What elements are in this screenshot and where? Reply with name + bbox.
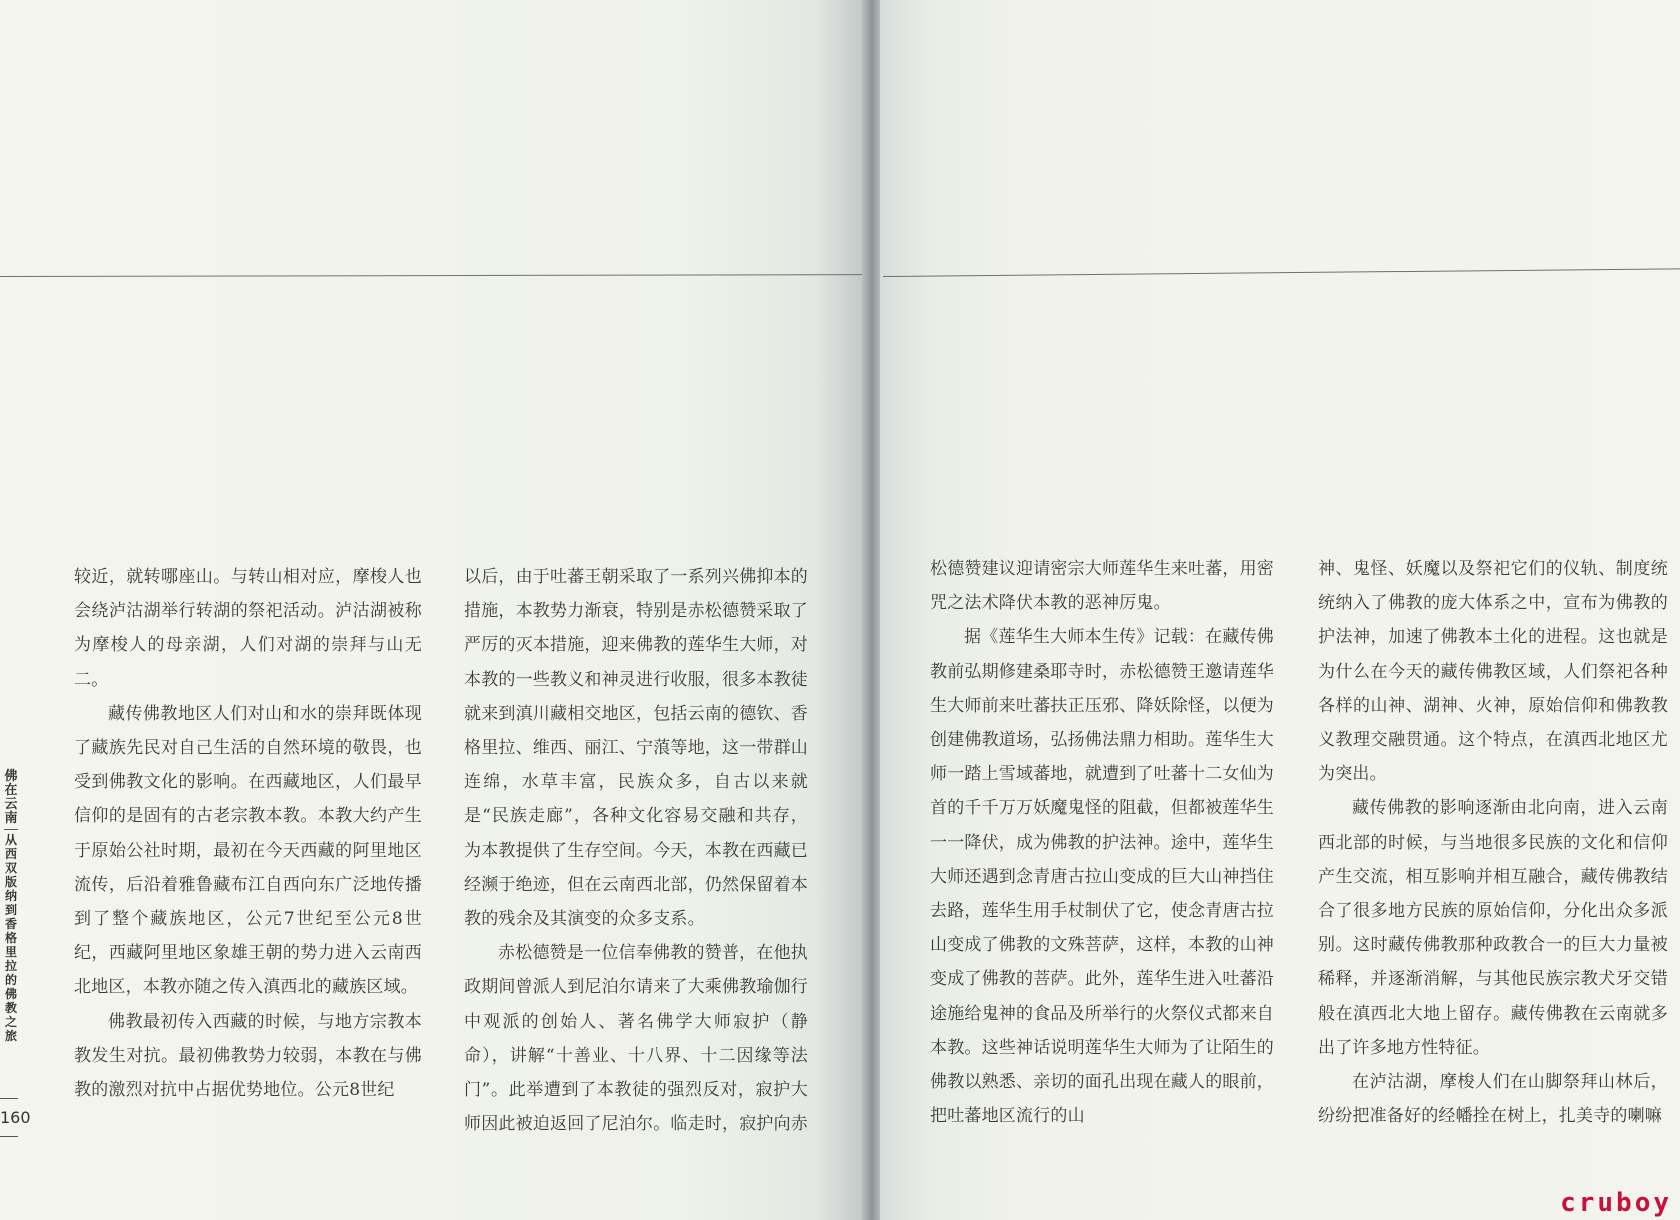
- paragraph: 在泸沽湖，摩梭人们在山脚祭拜山林后，纷纷把准备好的经幡拴在树上，扎美寺的喇嘛: [1318, 1072, 1668, 1127]
- paragraph: 据《莲华生大师本生传》记载：在藏传佛教前弘期修建桑耶寺时，赤松德赞王邀请莲华生大师前来吐蕃扶正压邪、降妖除怪，以便为创建佛教道场，弘扬佛法鼎力相助。莲华生大师一踏上雪域蕃地，就遭到了吐蕃十二女仙为首的千千万万妖魔鬼怪的阻截，但都被莲华生一一降伏，成为佛教的护法神。途中，莲华生大师还遇到念青唐古拉山变成的巨大山神挡住去路，莲华生用手杖制伏了它，使念青唐古拉山变成了佛教的文殊菩萨，这样，本教的山神变成了佛教的菩萨。此外，莲华生进入吐蕃沿途施给鬼神的食品及所举行的火祭仪式都来自本教。这些神话说明莲华生大师为了让陌生的佛教以熟悉、亲切的面孔出现在藏人的眼前，把吐蕃地区流行的山: [930, 627, 1274, 1127]
- paragraph: 以后，由于吐蕃王朝采取了一系列兴佛抑本的措施，本教势力渐衰，特别是赤松德赞采取了严厉的灭本措施，迎来佛教的莲华生大师，对本教的一些教义和神灵进行收服，很多本教徒就来到滇川藏相交地区，包括云南的德钦、香格里拉、维西、丽江、宁蒗等地，这一带群山连绵，水草丰富，民族众多，自古以来就是“民族走廊”，各种文化容易交融和共存，为本教提供了生存空间。今天，本教在西藏已经濒于绝迹，但在云南西北部，仍然保留着本教的残余及其演变的众多支系。: [464, 567, 808, 930]
- paragraph: 神、鬼怪、妖魔以及祭祀它们的仪轨、制度统统纳入了佛教的庞大体系之中，宣布为佛教的护法神，加速了佛教本土化的进程。这也就是为什么在今天的藏传佛教区域，人们祭祀各种各样的山神、湖神、火神，原始信仰和佛教教义教理交融贯通。这个特点，在滇西北地区尤为突出。: [1318, 559, 1668, 785]
- paragraph: 赤松德赞是一位信奉佛教的赞普，在他执政期间曾派人到尼泊尔请来了大乘佛教瑜伽行中观派的创始人、著名佛学大师寂护（静命），讲解“十善业、十八界、十二因缘等法门”。此举遭到了本教徒的强烈反对，寂护大师因此被迫返回了尼泊尔。临走时，寂护向赤: [464, 943, 808, 1135]
- page-number: 160: [0, 1108, 31, 1127]
- book-subtitle: 从西双版纳到香格里拉的佛教之旅: [4, 833, 17, 1043]
- text-column-2: [464, 560, 808, 1141]
- book-title: 佛在云南: [4, 769, 18, 826]
- paragraph: 藏传佛教地区人们对山和水的崇拜既体现了藏族先民对自己生活的自然环境的敬畏，也受到佛教文化的影响。在西藏地区，人们最早信仰的是固有的古老宗教本教。本教大约产生于原始公社时期，最初在今天西藏的阿里地区流传，后沿着雅鲁藏布江自西向东广泛地传播到了整个藏族地区，公元7世纪至公元8世纪，西藏阿里地区象雄王朝的势力进入云南西北地区，本教亦随之传入滇西北的藏族区域。: [74, 703, 422, 998]
- header-rule-left: [0, 274, 870, 277]
- text-column-4: [1318, 552, 1668, 1133]
- paragraph: 松德赞建议迎请密宗大师莲华生来吐蕃，用密咒之法术降伏本教的恶神厉鬼。: [930, 559, 1274, 614]
- paragraph: 佛教最初传入西藏的时候，与地方宗教本教发生对抗。最初佛教势力较弱，本教在与佛教的激烈对抗中占据优势地位。公元8世纪: [74, 1011, 422, 1101]
- running-head-divider: [4, 829, 18, 830]
- page-number-rule-top: [0, 1098, 18, 1099]
- paragraph: 较近，就转哪座山。与转山相对应，摩梭人也会绕泸沽湖举行转湖的祭祀活动。泸沽湖被称为摩梭人的母亲湖，人们对湖的崇拜与山无二。: [74, 567, 422, 690]
- paragraph: 藏传佛教的影响逐渐由北向南，进入云南西北部的时候，与当地很多民族的文化和信仰产生交流，相互影响并相互融合，藏传佛教结合了很多地方民族的原始信仰，分化出众多派别。这时藏传佛教那种政教合一的巨大力量被稀释，并逐渐消解，与其他民族宗教犬牙交错般在滇西北大地上留存。藏传佛教在云南就多出了许多地方性特征。: [1318, 798, 1668, 1058]
- text-column-1: [74, 560, 422, 1107]
- running-head: [2, 770, 20, 1043]
- scanner-watermark: cruboy: [1560, 1188, 1672, 1218]
- page-number-rule-bottom: [0, 1136, 18, 1137]
- text-column-3: [930, 552, 1274, 1133]
